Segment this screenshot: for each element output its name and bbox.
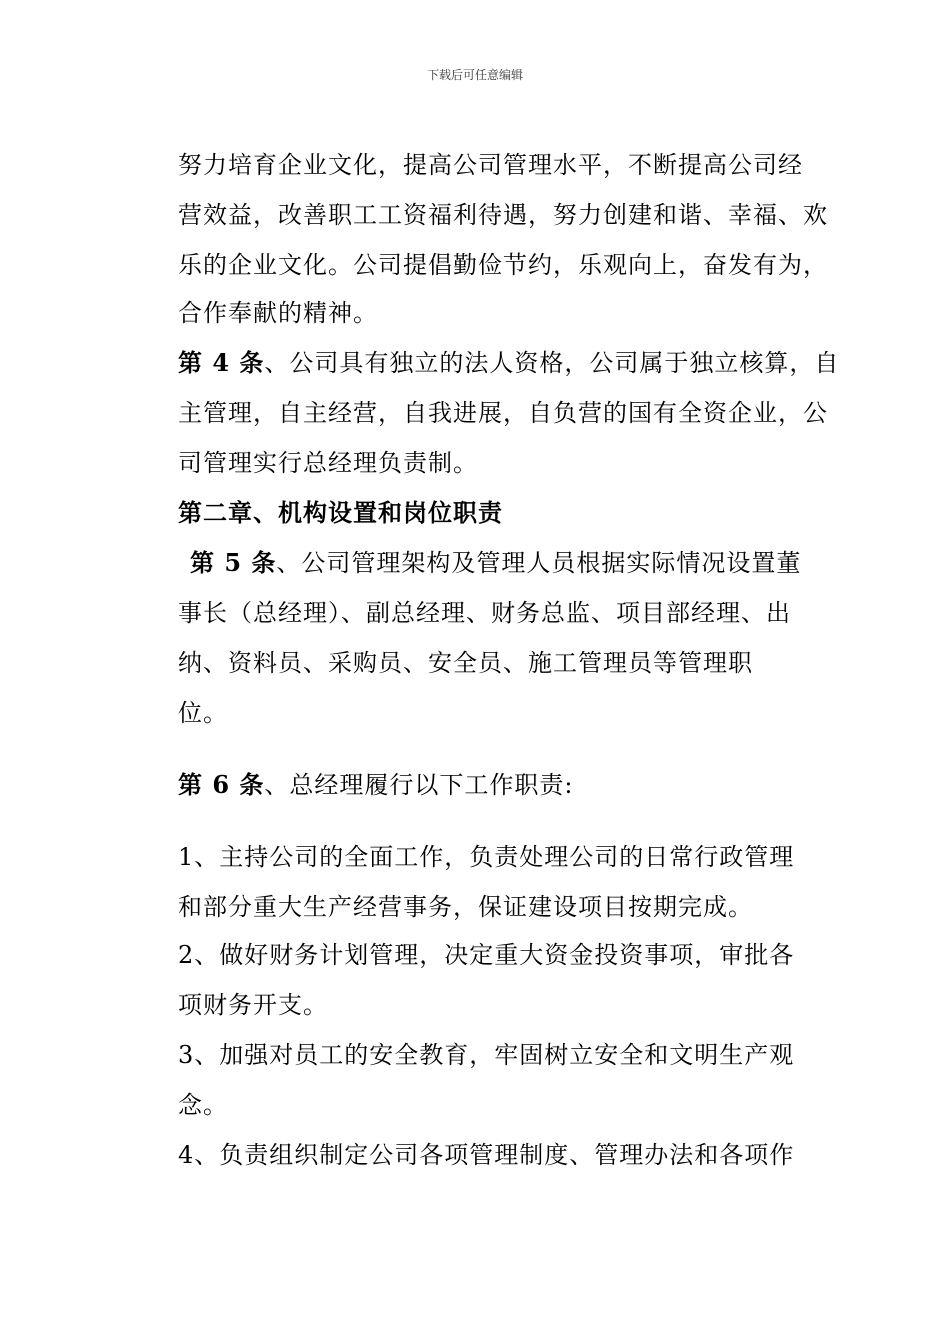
duty-line-6: 念。 [178,1091,228,1119]
article-5-label: 第 5 条 [190,548,277,577]
duty-line-3: 2、做好财务计划管理，决定重大资金投资事项，审批各 [178,941,795,969]
article-5-line-4: 位。 [178,699,228,727]
intro-line-4: 合作奉献的精神。 [178,299,378,327]
article-5-text: 、公司管理架构及管理人员根据实际情况设置董 [276,549,802,577]
article-6-first-line [178,770,574,800]
page-header: 下载后可任意编辑 [426,68,523,82]
article-4-line-3: 司管理实行总经理负责制。 [178,449,478,477]
duty-line-7: 4、负责组织制定公司各项管理制度、管理办法和各项作 [178,1141,795,1169]
duty-line-5: 3、加强对员工的安全教育，牢固树立安全和文明生产观 [178,1041,795,1069]
article-4-first-line [178,348,839,378]
chapter-2-title: 第二章、机构设置和岗位职责 [178,498,503,527]
article-4-line-2: 主管理，自主经营，自我进展，自负营的国有全资企业，公 [178,399,828,427]
article-4-text: 、公司具有独立的法人资格，公司属于独立核算，自 [264,349,840,377]
article-5-line-2: 事长（总经理）、副总经理、财务总监、项目部经理、出 [178,599,791,627]
article-5-first-line [190,548,801,578]
duty-line-4: 项财务开支。 [178,991,328,1019]
duty-line-1: 1、主持公司的全面工作，负责处理公司的日常行政管理 [178,843,795,871]
intro-line-3: 乐的企业文化。公司提倡勤俭节约，乐观向上，奋发有为， [178,251,828,279]
intro-line-2: 营效益，改善职工工资福利待遇，努力创建和谐、幸福、欢 [178,201,828,229]
intro-line-1: 努力培育企业文化，提高公司管理水平，不断提高公司经 [178,151,803,179]
article-6-label: 第 6 条 [178,770,265,799]
article-6-text: 、总经理履行以下工作职责: [264,771,574,799]
article-5-line-3: 纳、资料员、采购员、安全员、施工管理员等管理职 [178,649,753,677]
duty-line-2: 和部分重大生产经营事务，保证建设项目按期完成。 [178,893,753,921]
article-4-label: 第 4 条 [178,348,265,377]
